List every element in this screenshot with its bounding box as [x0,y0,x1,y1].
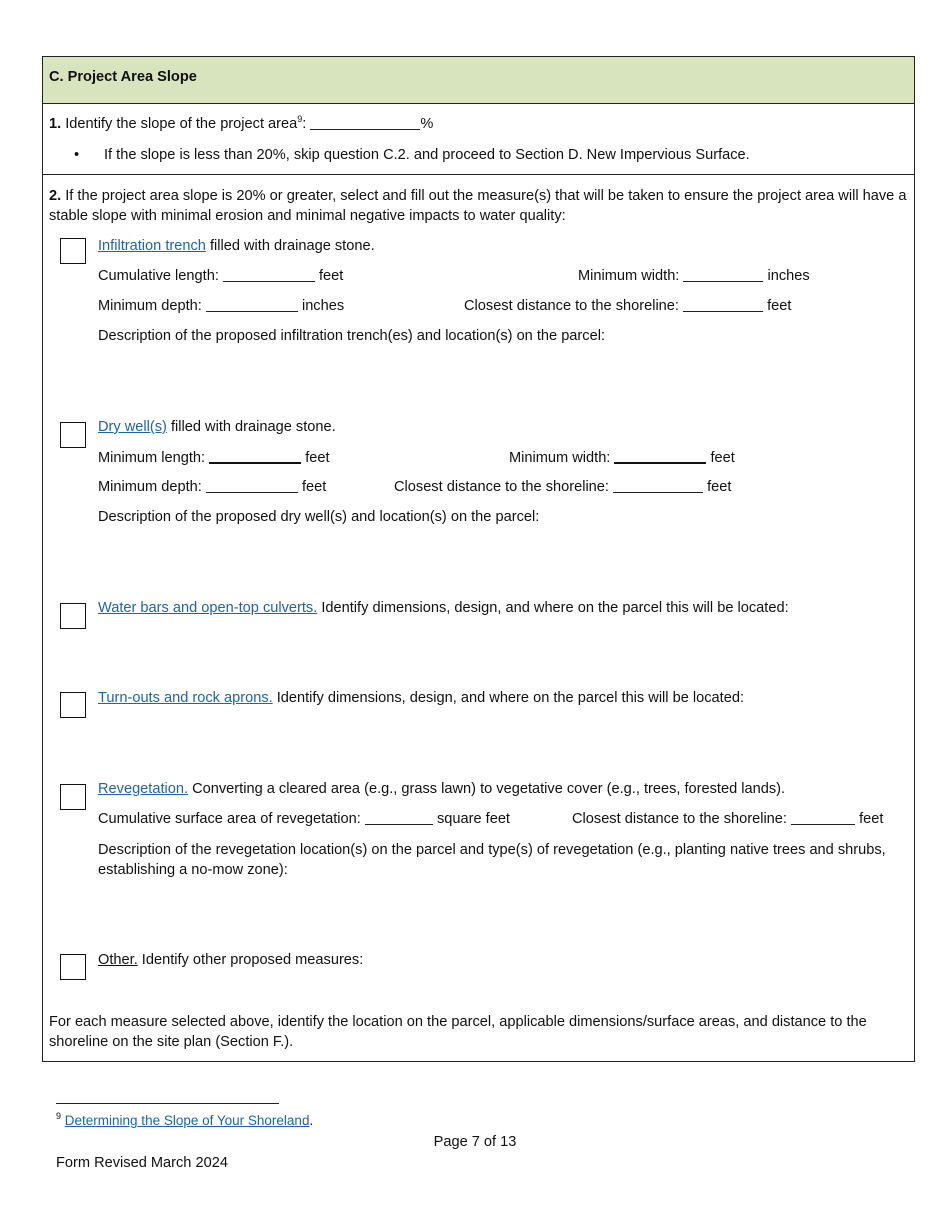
footnote-link[interactable]: Determining the Slope of Your Shoreland [64,1113,310,1128]
revegetation-area-field[interactable] [365,810,433,825]
dry-well-minimum-depth: Minimum depth: feet [98,479,327,495]
question-2 [49,186,909,226]
dry-well-minimum-width: Minimum width: feet [509,450,735,466]
question-2-number: 2. [49,188,62,204]
form-revised-date: Form Revised March 2024 [56,1155,228,1171]
footnote-ref: 9 [297,114,303,124]
water-bars-checkbox[interactable] [60,603,86,629]
question-1-bullet: If the slope is less than 20%, skip question C.2. and proceed to Section D. New Impervious Surface. [104,147,750,163]
revegetation-surface-area: Cumulative surface area of revegetation: square feet [98,811,510,827]
infiltration-trench-heading: Infiltration trench filled with drainage stone. [98,238,375,254]
infiltration-minimum-depth: Minimum depth: inches [98,298,345,314]
dry-well-distance-field[interactable] [613,478,703,493]
slope-percent-field[interactable] [310,115,420,130]
dry-well-depth-field[interactable] [206,478,298,493]
dry-well-heading: Dry well(s) filled with drainage stone. [98,419,336,435]
dry-well-description: Description of the proposed dry well(s) and location(s) on the parcel: [98,509,540,525]
dry-well-width-field[interactable] [614,448,706,464]
infiltration-distance-field[interactable] [683,297,763,312]
question-2-text: If the project area slope is 20% or greater, select and fill out the measure(s) that will be taken to ensure the project area will have a stable slope with minimal erosion and minimal negative impacts to water quality: [49,188,907,224]
other-heading: Other. Identify other proposed measures: [98,952,364,968]
turn-outs-link[interactable]: Turn-outs and rock aprons. [98,690,273,706]
dry-well-minimum-length: Minimum length: feet [98,450,330,466]
revegetation-description: Description of the revegetation location(s) on the parcel and type(s) of revegetation (e.g., planting native trees and shrubs, establishing a no-mow zone): [98,842,886,878]
revegetation-link[interactable]: Revegetation. [98,781,189,797]
slope-unit: % [420,116,434,132]
infiltration-closest-distance: Closest distance to the shoreline: feet [464,298,792,314]
infiltration-depth-field[interactable] [206,297,298,312]
closing-note: For each measure selected above, identify the location on the parcel, applicable dimensions/surface areas, and distance to the shoreline on the site plan (Section F.). [49,1014,867,1050]
page-number: Page 7 of 13 [433,1134,517,1150]
section-title: C. Project Area Slope [49,69,197,85]
question-1-number: 1. [49,116,62,132]
dry-well-closest-distance: Closest distance to the shoreline: feet [394,479,732,495]
revegetation-heading: Revegetation. Converting a cleared area (e.g., grass lawn) to vegetative cover (e.g., trees, forested lands). [98,781,786,797]
revegetation-distance-field[interactable] [791,810,855,825]
footnote-number: 9 [56,1111,62,1121]
revegetation-checkbox[interactable] [60,784,86,810]
turn-outs-heading: Turn-outs and rock aprons. Identify dimensions, design, and where on the parcel this will be located: [98,690,744,706]
dry-well-checkbox[interactable] [60,422,86,448]
row-divider [42,174,915,175]
footnote: $^9$ Determining the Slope of Your Shoreland. [56,1111,314,1128]
dry-well-length-field[interactable] [209,448,301,464]
infiltration-cumulative-length: Cumulative length: feet [98,268,344,284]
question-1: 1. Identify the slope of the project area$^9$: % [49,114,434,132]
question-1-text: Identify the slope of the project area [65,116,298,132]
footnote-separator [56,1103,279,1104]
other-label: Other. [98,952,138,968]
other-checkbox[interactable] [60,954,86,980]
bullet-dot: • [74,147,80,163]
infiltration-width-field[interactable] [683,267,763,282]
turn-outs-checkbox[interactable] [60,692,86,718]
infiltration-minimum-width: Minimum width: inches [578,268,810,284]
water-bars-link[interactable]: Water bars and open-top culverts. [98,600,318,616]
revegetation-closest-distance: Closest distance to the shoreline: feet [572,811,884,827]
dry-well-link[interactable]: Dry well(s) [98,419,167,435]
infiltration-trench-link[interactable]: Infiltration trench [98,238,206,254]
infiltration-description: Description of the proposed infiltration trench(es) and location(s) on the parcel: [98,328,605,344]
infiltration-trench-checkbox[interactable] [60,238,86,264]
water-bars-heading: Water bars and open-top culverts. Identify dimensions, design, and where on the parcel this will be located: [98,600,789,616]
infiltration-length-field[interactable] [223,267,315,282]
header-divider [42,103,915,104]
